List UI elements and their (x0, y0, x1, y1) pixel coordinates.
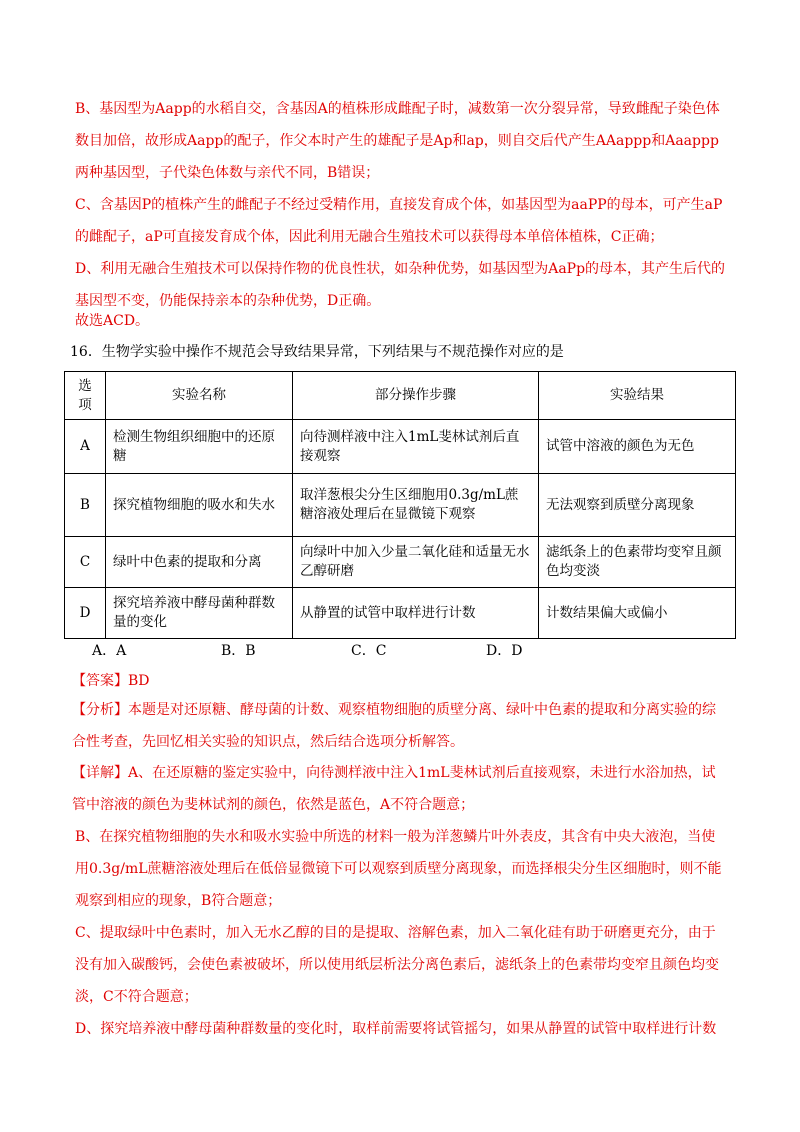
header-result: 实验结果 (539, 372, 736, 420)
detail-a: 【详解】A、在还原糖的鉴定实验中，向待测样液中注入1mL斐林试剂后直接观察，未进行水浴加热，试管中溶液的颜色为斐林试剂的颜色，依然是蓝色，A不符合题意； (72, 765, 716, 813)
row-result: 计数结果偏大或偏小 (539, 588, 736, 639)
row-option: C (65, 537, 106, 588)
answer-label: 【答案】BD (72, 673, 150, 689)
row-option: B (65, 474, 106, 537)
analysis-text: 【分析】本题是对还原糖、酵母菌的计数、观察植物细胞的质壁分离、绿叶中色素的提取和分离实验的综合性考查，先回忆相关实验的知识点，然后结合选项分析解答。 (72, 702, 716, 750)
table-row (65, 588, 736, 639)
row-name: 探究植物细胞的吸水和失水 (106, 474, 293, 537)
row-steps: 向待测样液中注入1mL斐林试剂后直接观察 (293, 420, 539, 474)
row-option: D (65, 588, 106, 639)
row-name: 探究培养液中酵母菌种群数量的变化 (106, 588, 293, 639)
row-steps: 取洋葱根尖分生区细胞用0.3g/mL蔗糖溶液处理后在显微镜下观察 (293, 474, 539, 537)
option-d: D．D (486, 643, 523, 659)
explanation-d: D、利用无融合生殖技术可以保持作物的优良性状，如杂种优势，如基因型为AaPp的母本，其产生后代的基因型不变，仍能保持亲本的杂种优势，D正确。 (75, 261, 726, 309)
question-stem: 16．生物学实验中操作不规范会导致结果异常，下列结果与不规范操作对应的是 (70, 344, 564, 360)
explanation-b: B、基因型为Aapp的水稻自交，含基因A的植株形成雌配子时，减数第一次分裂异常，导致雌配子染色体数目加倍，故形成Aapp的配子，作父本时产生的雄配子是Ap和ap，则自交后代产生AAappp和Aaappp两种基因型，子代染色体数与亲代不同，B错误； (75, 101, 720, 181)
option-b: B．B (221, 643, 256, 659)
explanation-c: C、含基因P的植株产生的雌配子不经过受精作用，直接发育成个体，如基因型为aaPP的母本，可产生aP的雌配子，aP可直接发育成个体，因此利用无融合生殖技术可以获得母本单倍体植株，C正确； (75, 197, 723, 245)
row-option: A (65, 420, 106, 474)
row-name: 绿叶中色素的提取和分离 (106, 537, 293, 588)
option-a: A．A (92, 643, 127, 659)
table-header-row (65, 372, 736, 420)
header-steps: 部分操作步骤 (293, 372, 539, 420)
header-name: 实验名称 (106, 372, 293, 420)
table-row (65, 420, 736, 474)
row-steps: 从静置的试管中取样进行计数 (293, 588, 539, 639)
option-c: C．C (351, 643, 387, 659)
experiment-table (64, 371, 736, 639)
row-result: 滤纸条上的色素带均变窄且颜色均变淡 (539, 537, 736, 588)
table-row (65, 537, 736, 588)
row-steps: 向绿叶中加入少量二氧化硅和适量无水乙醇研磨 (293, 537, 539, 588)
detail-d: D、探究培养液中酵母菌种群数量的变化时，取样前需要将试管摇匀，如果从静置的试管中取样进行计数 (75, 1021, 717, 1037)
detail-b: B、在探究植物细胞的失水和吸水实验中所选的材料一般为洋葱鳞片叶外表皮，其含有中央大液泡，当使用0.3g/mL蔗糖溶液处理后在低倍显微镜下可以观察到质壁分离现象，而选择根尖分生区细胞时，则不能观察到相应的现象，B符合题意； (75, 829, 722, 909)
answer-options (92, 640, 522, 660)
row-name: 检测生物组织细胞中的还原糖 (106, 420, 293, 474)
row-result: 试管中溶液的颜色为无色 (539, 420, 736, 474)
detail-c: C、提取绿叶中色素时，加入无水乙醇的目的是提取、溶解色素，加入二氧化硅有助于研磨更充分，由于没有加入碳酸钙，会使色素被破坏，所以使用纸层析法分离色素后，滤纸条上的色素带均变窄且颜色均变淡，C不符合题意； (75, 925, 719, 1005)
header-option: 选项 (65, 372, 106, 420)
table-row (65, 474, 736, 537)
conclusion: 故选ACD。 (75, 313, 150, 329)
row-result: 无法观察到质壁分离现象 (539, 474, 736, 537)
